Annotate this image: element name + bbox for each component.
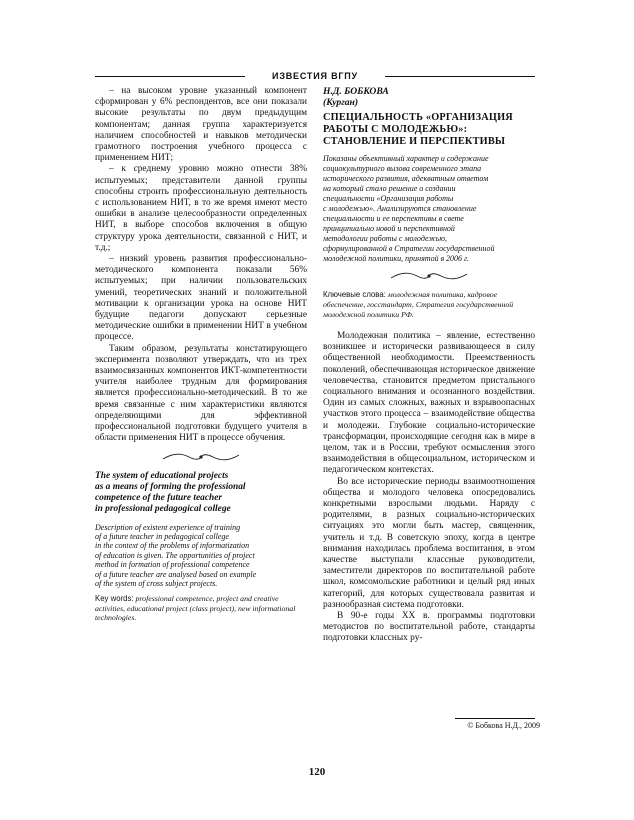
ornament-divider	[323, 270, 535, 284]
english-title-line: competence of the future teacher	[95, 492, 223, 503]
english-title-line: The system of educational projects	[95, 470, 229, 481]
abstract-line: исторического развития, адекватным ответом	[323, 174, 489, 183]
abstract-line: специальности «Организация работы	[323, 194, 454, 203]
right-column-header	[323, 86, 535, 320]
keywords-label: Key words:	[95, 594, 134, 604]
abstract-line: Показаны объективный характер и содержание	[323, 154, 489, 163]
paragraph: – к среднему уровню можно отнести 38% испытуемых; представители данной группы способны строить профессиональную деятельность с использованием НИТ, в то же время имеют место ошибки в анализе целесообразности определенных НИТ, в выборе способов включения в общую структуру урока деятельности, связанной с НИТ, и т.д.;	[95, 164, 307, 253]
ornament-icon	[389, 270, 469, 282]
paragraph: Таким образом, результаты констатирующего эксперимента позволяют утверждать, что из трех взаимосвязанных компонентов ИКТ-компетентности учителя наиболее трудным для формирования является профессионально-методический. В то же время связанные с ним характеристики являются определяющими для эффективной профессиональной подготовки будущего учителя в области применения НИТ в процессе обучения.	[95, 343, 307, 444]
page-number: 120	[308, 766, 326, 778]
running-header	[95, 71, 535, 83]
english-keywords	[95, 594, 307, 622]
paragraph: В 90-е годы XX в. программы подготовки методистов по воспитательной работе, стандарты подготовки классных ру-	[323, 611, 535, 644]
abstract-line: методологии работы с молодежью,	[323, 234, 448, 243]
english-abstract-line: Description of existent experience of training	[95, 522, 241, 532]
article-abstract	[323, 154, 535, 264]
article-title-line: СТАНОВЛЕНИЕ И ПЕРСПЕКТИВЫ	[323, 136, 506, 147]
ornament-divider	[95, 451, 307, 465]
abstract-line: молодежной политики, принятой в 2006 г.	[323, 254, 470, 263]
author-name: Н.Д. БОБКОВА	[323, 86, 389, 97]
keywords-text: professional competence, project and creative activities, educational project (class project), new informational technologies.	[95, 594, 296, 623]
abstract-line: с молодежью». Анализируются становление	[323, 204, 477, 213]
article-title	[323, 112, 535, 148]
english-abstract	[95, 523, 307, 589]
abstract-line: принципиально новой и перспективной	[323, 224, 455, 233]
paragraph: Во все исторические периоды взаимоотношения общества и молодого человека опосредовались конкретными взрослыми людьми. Наряду с родителями, в разных социально-исторических ситуациях это могли быть мастер, священник, учитель и т.д. В советскую эпоху, когда в центре внимания находилась проблема воспитания, в этом качестве выступали классные руководители, заместители директоров по воспитательной работе школ, комсомольские работники и целый ряд иных категорий, для которых существовала развитая и разнообразная система подготовки.	[323, 476, 535, 610]
english-abstract-line: of the system of cross subject projects.	[95, 578, 218, 588]
english-abstract-line: in the context of the problems of informatization	[95, 541, 250, 551]
english-abstract-line: method in formation of professional competence	[95, 560, 250, 570]
article-title-line: РАБОТЫ С МОЛОДЕЖЬЮ»:	[323, 124, 468, 135]
english-abstract-line: of education is given. The opportunities of project	[95, 550, 255, 560]
copyright-notice: © Бобкова Н.Д., 2009	[467, 721, 540, 730]
footnote-rule	[455, 718, 535, 719]
abstract-line: сформулированной в Стратегии государственной	[323, 244, 495, 253]
abstract-line: социокультурного вызова современного этапа	[323, 164, 482, 173]
english-title-line: in professional pedagogical college	[95, 503, 231, 514]
paragraph: Молодежная политика – явление, естественно возникшее и исторически развивающееся в силу общественной необходимости. Преемственность поколений, обеспечивающая историческое движение человечества, становится предметом пристального социального внимания и осознанного воздействия. Один из самых сложных, важных и взрывоопасных участков этого процесса – взаимодействие общества и молодежи. Глубокие социально-исторические трансформации, происходящие сегодня как в мире в целом, так и в России, требуют осмысления этого взаимодействия в общесоциальном, историческом и педагогическом контекстах.	[323, 331, 535, 476]
english-title-line: as a means of forming the professional	[95, 481, 246, 492]
paragraph: – на высоком уровне указанный компонент сформирован у 6% респондентов, все они показали высокие результаты по двум предыдущим компонентам; данная группа характеризуется наличием способностей и навыков методически грамотного построения учебного процесса с применением НИТ;	[95, 86, 307, 164]
paragraph: – низкий уровень развития профессионально-методического компонента показали 56% испытуемых; при наличии пользовательских умений, теоретических знаний и положительной мотивации к организации урока на основе НИТ будущие педагоги допускают серьезные методические ошибки в применении НИТ в учебном процессе.	[95, 254, 307, 343]
english-article-title	[95, 471, 307, 515]
journal-title: ИЗВЕСТИЯ ВГПУ	[272, 71, 358, 81]
right-column-body	[323, 331, 535, 645]
keywords-label: Ключевые слова:	[323, 290, 386, 299]
author-city: (Курган)	[323, 97, 359, 108]
article-title-line: СПЕЦИАЛЬНОСТЬ «ОРГАНИЗАЦИЯ	[323, 112, 513, 123]
english-abstract-line: of a future teacher in pedagogical college	[95, 531, 229, 541]
ornament-icon	[161, 451, 241, 463]
header-rule-right	[385, 76, 535, 77]
english-abstract-line: of a future teacher are analysed based on example	[95, 569, 257, 579]
keywords-text: молодежная политика, кадровое обеспечение, госстандарт, Стратегия государственной молодежной политики РФ.	[323, 290, 514, 319]
header-rule-left	[95, 76, 245, 77]
abstract-line: на который стало решение о создании	[323, 184, 456, 193]
keywords	[323, 290, 535, 320]
left-column	[95, 86, 307, 623]
abstract-line: специальности и ее перспективы в свете	[323, 214, 464, 223]
